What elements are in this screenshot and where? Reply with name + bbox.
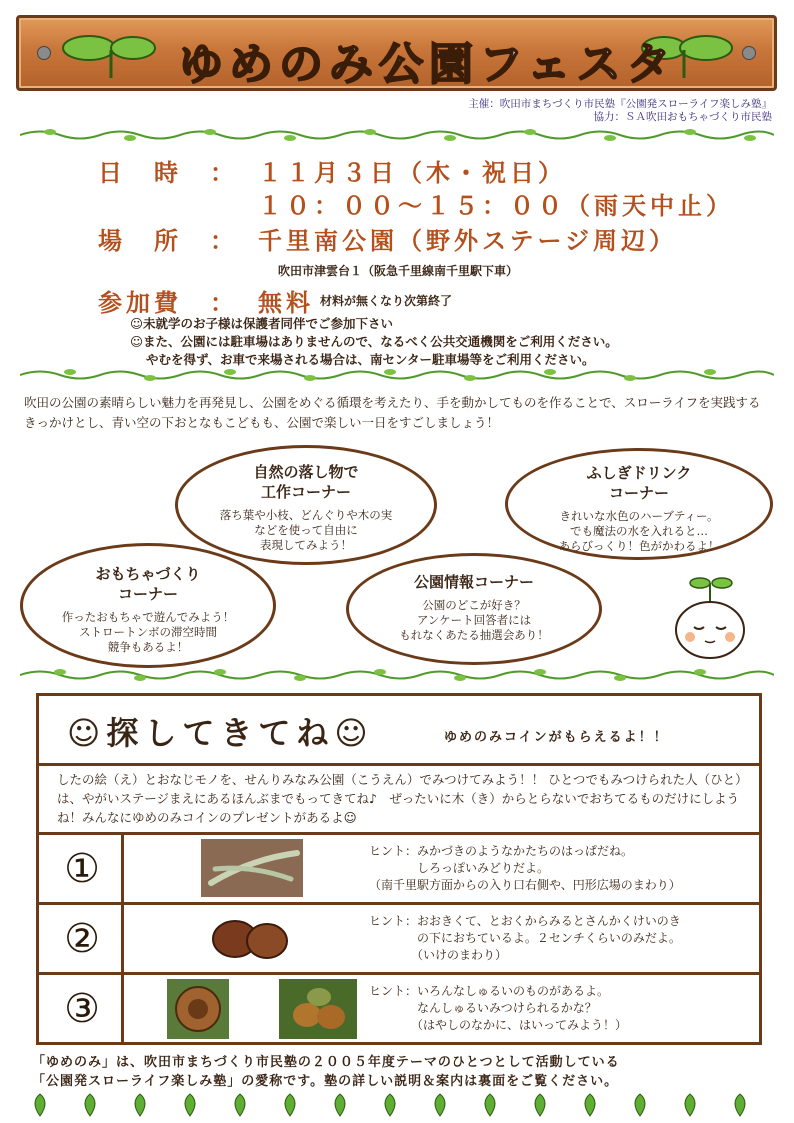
place-label: 場 所 ： (98, 227, 238, 255)
row-divider (121, 835, 124, 902)
search-subtitle: ゆめのみコインがもらえるよ！！ (444, 730, 669, 745)
note-line: やむを得ず、お車で来場される場合は、南センター駐車場等をご利用ください。 (146, 352, 595, 367)
corner-body: きれいな水色のハーブティー。 でも魔法の水を入れると… あらびっくり！色がかわるよ！ (558, 509, 720, 553)
item-number: ③ (64, 986, 100, 1032)
place-value: 千里南公園（野外ステージ周辺） (258, 227, 678, 255)
acorn-cup-photo (167, 979, 229, 1039)
vine-divider (20, 128, 774, 142)
date-value: １１月３日（木・祝日） (258, 159, 566, 187)
corner-toy-making (20, 543, 276, 668)
item-hint: ヒント：おおきくて、とおくからみるとさんかくけいのき の下におちているよ。２センチくらいのみだよ。 （いけのまわり） (369, 914, 681, 962)
corner-nature-craft (175, 445, 437, 565)
footer-line: 「公園発スローライフ楽しみ塾」の愛称です。塾の詳しい説明＆案内は裏面をご覧ください。 (32, 1074, 619, 1089)
date-label: 日 時 ： (98, 159, 238, 187)
row-divider (121, 975, 124, 1042)
item-hint: ヒント：みかづきのようなかたちのはっぱだね。 しろっぽいみどりだよ。 （南千里駅方面からの入り口右側や、円形広場のまわり） (369, 844, 681, 892)
corner-title: おもちゃづくり コーナー (95, 565, 201, 603)
search-item-row (39, 902, 759, 972)
organizer-text: 主催：吹田市まちづくり市民塾『公園発スローライフ楽しみ塾』 (468, 98, 772, 110)
title-board (16, 15, 777, 91)
sprout-icon (59, 26, 159, 82)
seed-mascot-icon (660, 575, 760, 670)
corner-magic-drink (505, 448, 773, 560)
search-description: したの絵（え）とおなじモノを、せんりみなみ公園（こうえん）でみつけてみよう！！ ひとつでもみつけられた人（ひと）は、やがいステージまえにあるほんぶまでもってきてね♪ ぜったいに木（き）からとらないでおちてるものだけにしようね！みんなにゆめのみコインのプレゼントがあるよ☺ (57, 772, 748, 825)
corner-title: 公園情報コーナー (413, 573, 534, 591)
cooperation-text: 協力：ＳＡ吹田おもちゃづくり市民塾 (593, 111, 772, 123)
sprout-border (20, 1092, 774, 1118)
note-line: ☺また、公園には駐車場はありませんので、なるべく公共交通機関をご利用ください。 (130, 334, 618, 349)
time-value: １０：００～１５：００（雨天中止） (258, 192, 734, 220)
search-title: ☺探してきてね☺ (67, 714, 374, 752)
corner-title: 自然の落し物で 工作コーナー (253, 463, 359, 501)
corner-body: 落ち葉や小枝、どんぐりや木の実 などを使って自由に 表現してみよう！ (219, 508, 393, 552)
intro-text: 吹田の公園の素晴らしい魅力を再発見し、公園をめぐる循環を考えたり、手を動かしてものを作ることで、スローライフを実践するきっかけとし、青い空の下おとなもこどもも、公園で楽しい一日をすごしましょう！ (24, 395, 761, 430)
fee-note: 材料が無くなり次第終了 (320, 294, 453, 308)
leaf-photo (201, 839, 303, 897)
corner-title: ふしぎドリンク コーナー (586, 464, 692, 502)
vine-divider (20, 668, 774, 682)
pinecone-photo (205, 911, 295, 967)
search-item-row (39, 832, 759, 902)
corner-body: 作ったおもちゃで遊んでみよう！ ストロートンボの滞空時間 競争もあるよ！ (61, 610, 235, 654)
corner-body: 公園のどこが好き？ アンケート回答者には もれなくあたる抽選会あり！ (399, 598, 549, 642)
item-hint: ヒント：いろんなしゅるいのものがあるよ。 なんしゅるいみつけられるかな？ （はやしのなかに、はいってみよう！） (369, 984, 628, 1032)
screw-icon (37, 46, 51, 60)
address-text: 吹田市津雲台１（阪急千里線南千里駅下車） (278, 264, 519, 278)
acorn-photo (279, 979, 357, 1039)
item-number: ① (64, 846, 100, 892)
note-line: ☺未就学のお子様は保護者同伴でご参加下さい (130, 316, 394, 331)
item-number: ② (64, 916, 100, 962)
footer-line: 「ゆめのみ」は、吹田市まちづくり市民塾の２００５年度テーマのひとつとして活動している (32, 1055, 620, 1070)
page-title: ゆめのみ公園フェスタ (179, 39, 677, 90)
search-item-row (39, 972, 759, 1042)
search-header (39, 696, 759, 766)
search-section (36, 693, 762, 1045)
corner-park-info (346, 553, 602, 665)
fee-label: 参加費 ： (98, 289, 238, 317)
row-divider (121, 905, 124, 972)
fee-value: 無料 (258, 289, 314, 317)
screw-icon (742, 46, 756, 60)
vine-divider (20, 368, 774, 382)
